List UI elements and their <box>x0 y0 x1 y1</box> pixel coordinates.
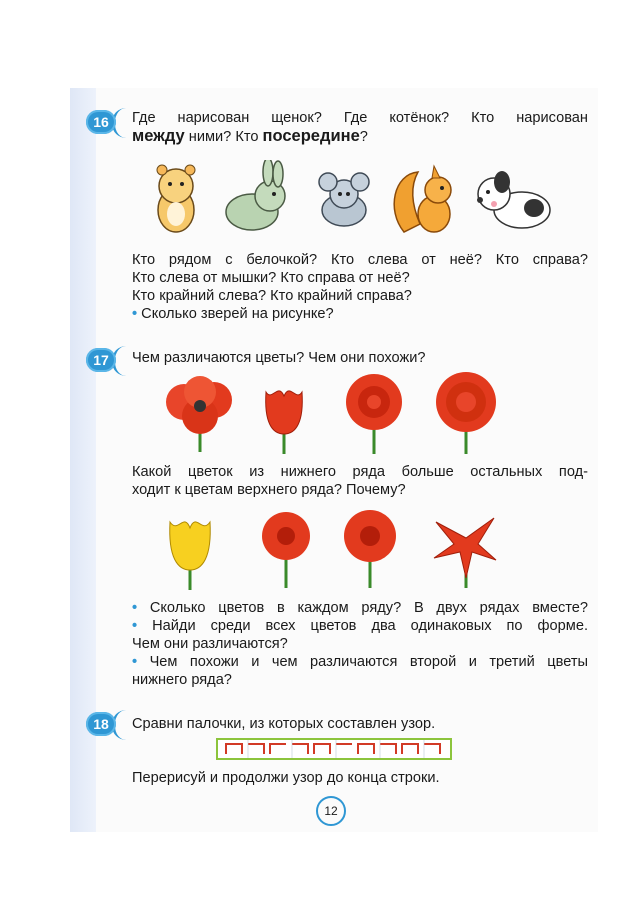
task17-text-line: Какой цветок из нижнего ряда больше остальных под- <box>132 464 588 480</box>
red-carnation-icon <box>262 512 310 588</box>
task18-text-line1: Сравни палочки, из которых составлен узор. <box>132 716 436 732</box>
text-fragment: ними? Кто <box>184 129 263 145</box>
bold-word-between: между <box>132 127 185 145</box>
text-fragment: Чем похожи и чем различаются второй и третий цветы <box>137 654 588 670</box>
carnation-icon <box>436 372 496 454</box>
flowers-bottom-row <box>160 508 520 590</box>
task18-text-line2: Перерисуй и продолжи узор до конца строки. <box>132 770 440 786</box>
text-fragment: ? <box>359 129 368 145</box>
task16-question-line: Кто крайний слева? Кто крайний справа? <box>132 288 412 304</box>
task16-text-line2 <box>132 128 588 146</box>
bullet-icon: • <box>132 600 138 616</box>
page-number: 12 <box>316 796 346 826</box>
puppy-icon <box>477 171 550 228</box>
task17-text-line1: Чем различаются цветы? Чем они похожи? <box>132 350 426 366</box>
mouse-icon <box>319 173 369 226</box>
task17-bullet-line <box>132 618 588 635</box>
task17-text-line: Чем они различаются? <box>132 636 288 652</box>
task17-text-line: ходит к цветам верхнего ряда? Почему? <box>132 482 406 498</box>
rose-icon <box>346 374 402 454</box>
stick-pattern-strip <box>216 738 452 760</box>
lily-icon <box>434 518 496 588</box>
hamster-icon <box>157 165 195 232</box>
task16-question-line: Кто слева от мышки? Кто справа от неё? <box>132 270 410 286</box>
bullet-icon: • <box>132 654 138 670</box>
tulip-icon <box>266 391 303 454</box>
rabbit-icon <box>226 160 285 230</box>
task16-bullet-line <box>132 306 588 323</box>
flowers-top-row <box>150 372 530 454</box>
task16-text-line1: Где нарисован щенок? Где котёнок? Кто нарисован <box>132 110 588 126</box>
red-carnation-icon <box>344 510 396 588</box>
task-number-badge: 17 <box>86 348 116 372</box>
task17-text-line: нижнего ряда? <box>132 672 232 688</box>
task-number-badge: 16 <box>86 110 116 134</box>
text-fragment: Найди среди всех цветов два одинаковых по форме. <box>137 618 588 634</box>
yellow-tulip-icon <box>170 522 211 590</box>
bold-word-middle: посередине <box>262 127 360 145</box>
animals-row <box>140 160 560 244</box>
stick-pattern <box>218 740 450 758</box>
squirrel-icon <box>394 166 451 232</box>
poppy-icon <box>166 376 232 452</box>
task-number-badge: 18 <box>86 712 116 736</box>
task17-bullet-line <box>132 654 588 671</box>
bullet-icon: • <box>132 306 138 322</box>
task17-bullet-line <box>132 600 588 617</box>
bullet-icon: • <box>132 618 138 634</box>
task16-question-line: Кто рядом с белочкой? Кто слева от неё? Кто справа? <box>132 252 588 268</box>
text-fragment: Сколько цветов в каждом ряду? В двух рядах вместе? <box>137 600 588 616</box>
text-fragment: Сколько зверей на рисунке? <box>137 306 334 322</box>
